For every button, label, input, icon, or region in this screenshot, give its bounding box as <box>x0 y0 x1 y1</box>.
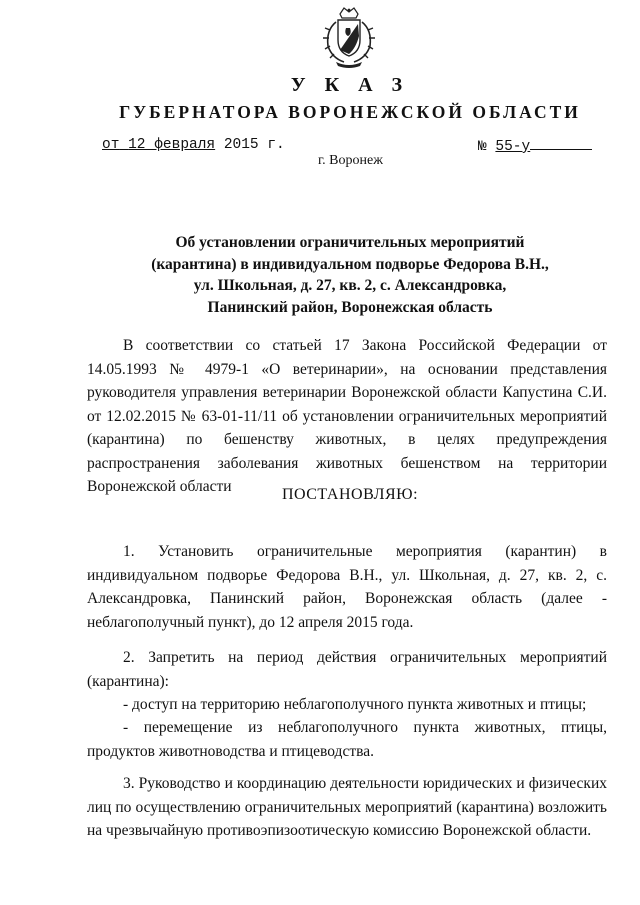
document-number <box>478 137 592 155</box>
document-date <box>102 137 285 153</box>
item-3-paragraph: 3. Руководство и координацию деятельности юридических и физических лиц по осуществлению ограничительных мероприятий (карантина) возложить на чрезвычайную противоэпизоотическую комиссию Воронежской области. <box>87 775 607 839</box>
date-value: 12 февраля <box>128 137 216 153</box>
subject-line-2: (карантина) в индивидуальном подворье Федорова В.Н., <box>151 255 549 273</box>
document-city: г. Воронеж <box>318 153 383 168</box>
number-prefix: № <box>478 139 487 155</box>
preamble-paragraph: В соответствии со статьей 17 Закона Российской Федерации от 14.05.1993 № 4979-1 «О ветеринарии», на основании представления руководителя управления ветеринарии Воронежской области Капустина С.И. от 12.02.2015 № 63-01-11/11 об установлении ограничительных мероприятий (карантина) по бешенству животных, в целях предупреждения распространения заболевания животных бешенством на территории Воронежской области <box>87 337 607 495</box>
resolve-heading: ПОСТАНОВЛЯЮ: <box>281 486 419 503</box>
number-value: 55-у <box>495 139 531 155</box>
number-underline <box>530 137 592 150</box>
subject-line-1: Об установлении ограничительных мероприятий <box>175 234 525 251</box>
document-subtitle: ГУБЕРНАТОРА ВОРОНЕЖСКОЙ ОБЛАСТИ <box>119 102 581 122</box>
date-year: 2015 г. <box>223 137 285 153</box>
date-prefix: от <box>102 137 120 153</box>
subject-line-3: ул. Школьная, д. 27, кв. 2, с. Александровка, <box>193 277 507 294</box>
document-subject <box>120 232 580 318</box>
item-2-bullet-2: - перемещение из неблагополучного пункта животных, птицы, продуктов животноводства и птицеводства. <box>87 719 607 760</box>
voronezh-coat-of-arms-icon <box>318 6 380 70</box>
item-2-bullet-1: - доступ на территорию неблагополучного пункта животных и птицы; <box>123 696 587 713</box>
subject-line-4: Панинский район, Воронежская область <box>207 298 493 316</box>
item-2-paragraph: 2. Запретить на период действия ограничительных мероприятий (карантина): <box>87 649 607 690</box>
item-1-paragraph: 1. Установить ограничительные мероприятия (карантин) в индивидуальном подворье Федорова В.Н., ул. Школьная, д. 27, кв. 2, с. Александровка, Панинский район, Воронежская область (далее - неблагополучный пункт), до 12 апреля 2015 года. <box>87 543 607 631</box>
document-title: У К А З <box>290 74 410 96</box>
